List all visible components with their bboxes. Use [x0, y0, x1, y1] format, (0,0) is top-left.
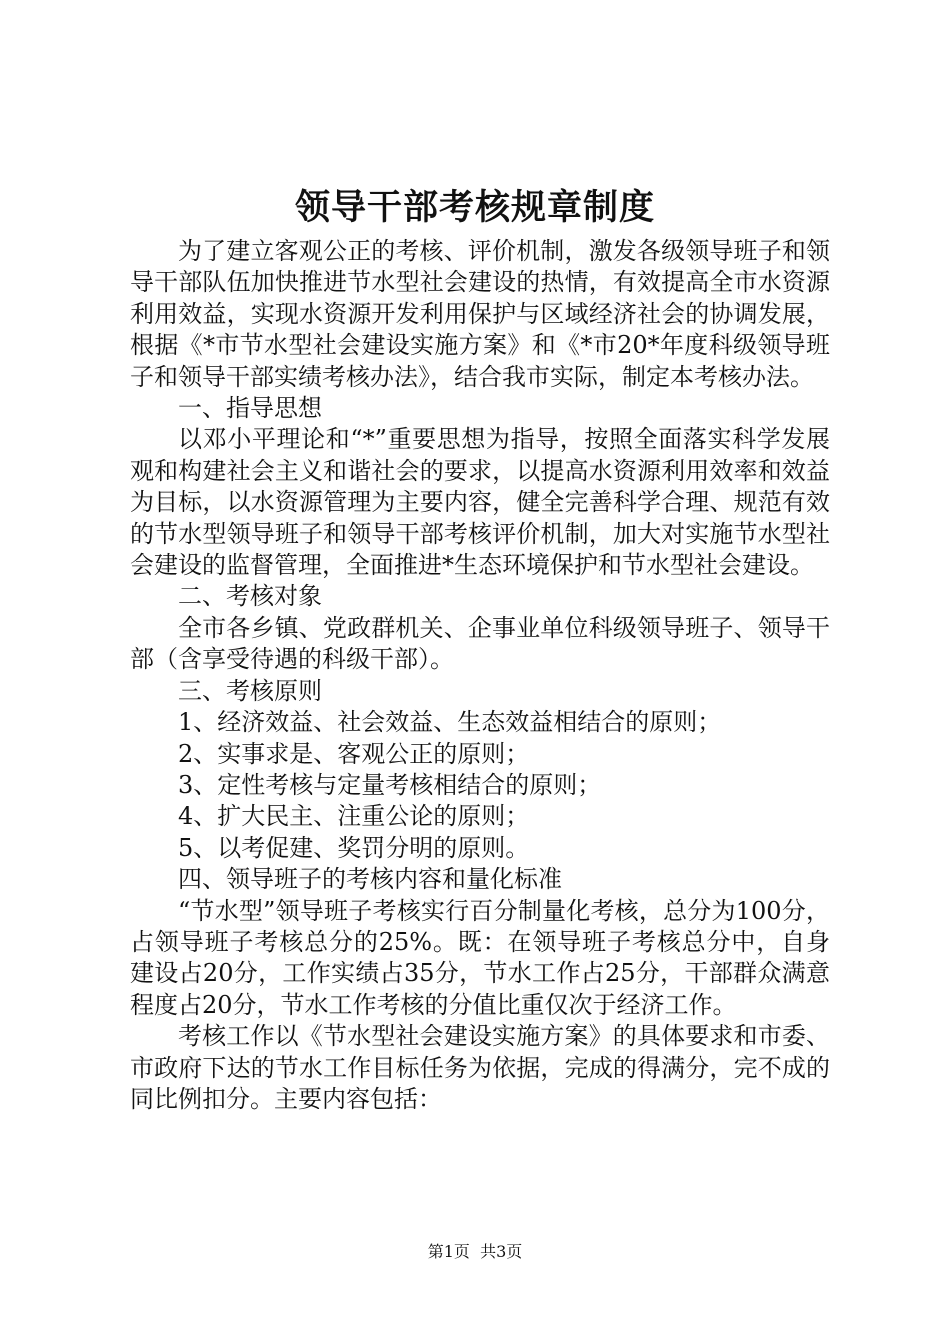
section-heading-content-standards: 四、领导班子的考核内容和量化标准: [178, 865, 562, 894]
section-heading-guiding-thought: 一、指导思想: [178, 394, 322, 423]
page-number: 第1页: [427, 1242, 470, 1261]
principle-item-5: 5、以考促建、奖罚分明的原则。: [178, 833, 530, 862]
page-total: 共3页: [480, 1242, 523, 1261]
page-footer: [0, 1240, 950, 1264]
document-body: [130, 236, 830, 1115]
principle-item-1: 1、经济效益、社会效益、生态效益相结合的原则；: [178, 708, 722, 737]
principle-item-4: 4、扩大民主、注重公论的原则；: [178, 802, 530, 831]
principle-item-2: 2、实事求是、客观公正的原则；: [178, 739, 530, 768]
section-heading-assessment-principles: 三、考核原则: [178, 676, 322, 705]
intro-paragraph: 为了建立客观公正的考核、评价机制，激发各级领导班子和领导干部队伍加快推进节水型社会建设的热情，有效提高全市水资源利用效益，实现水资源开发利用保护与区域经济社会的协调发展，根据《*市节水型社会建设实施方案》和《*市20*年度科级领导班子和领导干部实绩考核办法》，结合我市实际，制定本考核办法。: [130, 237, 830, 391]
guiding-thought-paragraph: 以邓小平理论和“*”重要思想为指导，按照全面落实科学发展观和构建社会主义和谐社会的要求，以提高水资源利用效率和效益为目标，以水资源管理为主要内容，健全完善科学合理、规范有效的节水型领导班子和领导干部考核评价机制，加大对实施节水型社会建设的监督管理，全面推进*生态环境保护和节水型社会建设。: [130, 425, 830, 580]
assessment-targets-paragraph: 全市各乡镇、党政群机关、企事业单位科级领导班子、领导干部（含享受待遇的科级干部）。: [130, 613, 830, 674]
footer-spacer: [470, 1242, 480, 1261]
document-title: 领导干部考核规章制度: [294, 187, 655, 228]
scoring-paragraph: “节水型”领导班子考核实行百分制量化考核，总分为100分，占领导班子考核总分的25%。既：在领导班子考核总分中，自身建设占20分，工作实绩占35分，节水工作占25分，干部群众满意程度占20分，节水工作考核的分值比重仅次于经济工作。: [130, 896, 830, 1019]
principle-item-3: 3、定性考核与定量考核相结合的原则；: [178, 770, 602, 799]
section-heading-assessment-targets: 二、考核对象: [178, 582, 322, 611]
assessment-basis-paragraph: 考核工作以《节水型社会建设实施方案》的具体要求和市委、市政府下达的节水工作目标任务为依据，完成的得满分，完不成的同比例扣分。主要内容包括：: [130, 1022, 830, 1113]
